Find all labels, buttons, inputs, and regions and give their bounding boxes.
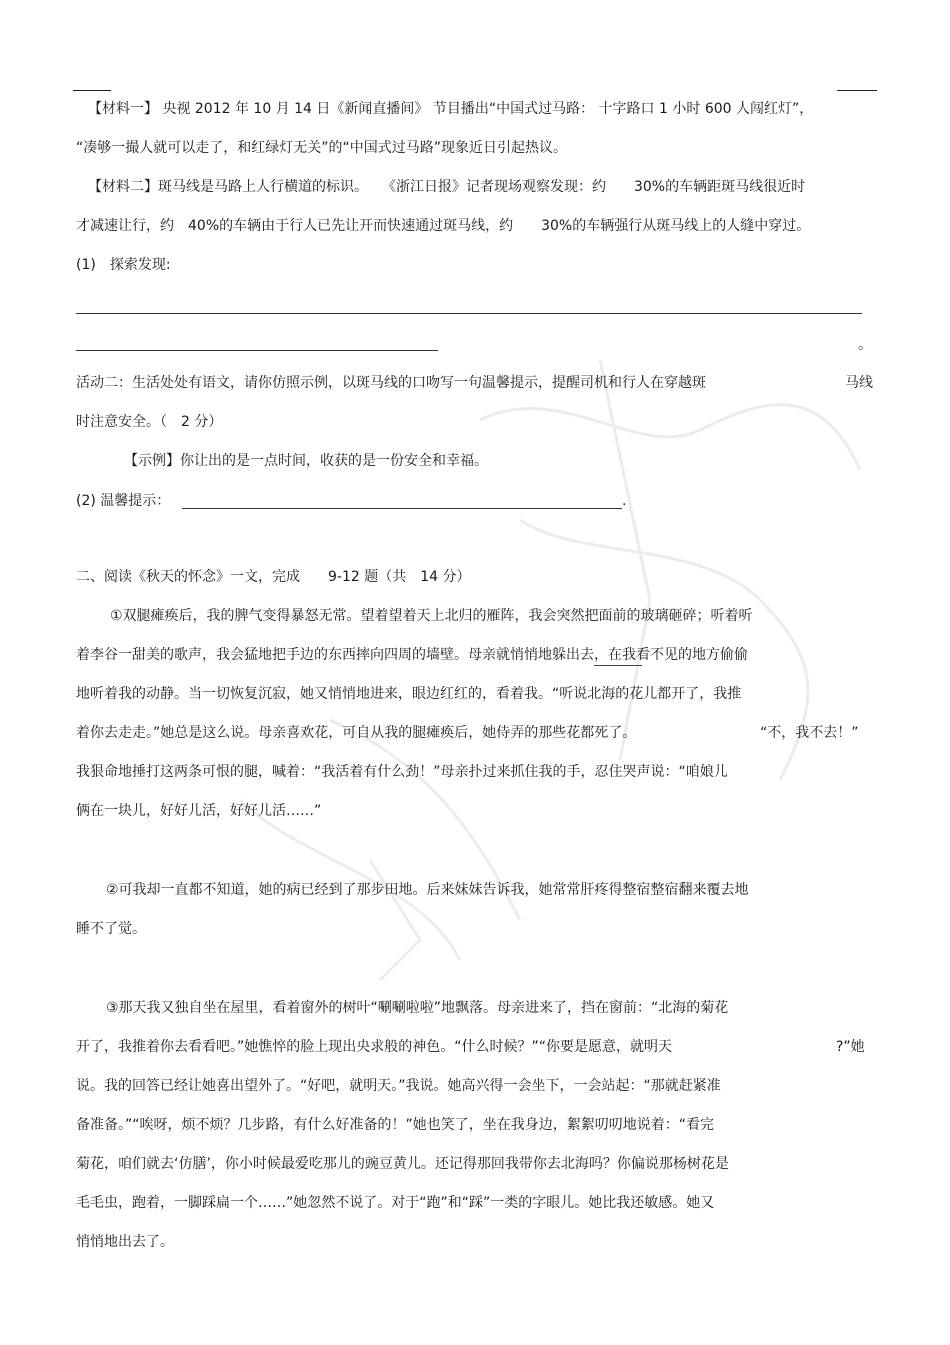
para1-line4: 着你去走走。”她总是这么说。母亲喜欢花，可自从我的腿瘫痪后，她侍弄的那些花都死了。 <box>76 725 637 741</box>
para3-line2: 开了，我推着你去看看吧。”她憔悴的脸上现出央求般的神色。“什么时候？”“你要是愿意，就明天 <box>76 1039 673 1055</box>
para3-line3: 说。我的回答已经让她喜出望外了。“好吧，就明天。”我说。她高兴得一会坐下，一会站起：“那就赶紧准 <box>76 1078 721 1094</box>
material1-line2: “凑够一撮人就可以走了，和红绿灯无关”的“中国式过马路”现象近日引起热议。 <box>76 140 568 156</box>
question1-end-mark: 。 <box>858 337 872 353</box>
material2-line1: 【材料二】斑马线是马路上人行横道的标识。 《浙江日报》记者现场观察发现：约 30%的车辆距斑马线很近时 <box>88 179 806 195</box>
para3-line1: ③那天我又独自坐在屋里，看着窗外的树叶“唰唰啦啦”地飘落。母亲进来了，挡在窗前：“北海的菊花 <box>106 1000 729 1016</box>
material1-line1: 【材料一】 央视 2012 年 10 月 14 日《新闻直播间》 节目播出“中国式过马路： 十字路口 1 小时 600 人闯红灯”， <box>88 101 814 117</box>
underline-mark <box>594 664 642 666</box>
material2-line2: 才减速让行，约 40%的车辆由于行人已先让开而快速通过斑马线，约 30%的车辆强行从斑马线上的人缝中穿过。 <box>76 218 811 234</box>
para1-line6: 俩在一块儿，好好儿活，好好儿活……” <box>76 803 322 819</box>
para1-line1: ①双腿瘫痪后，我的脾气变得暴怒无常。望着望着天上北归的雁阵，我会突然把面前的玻璃砸碎；听着听 <box>110 608 753 624</box>
para3-line4: 备准备。”“唉呀，烦不烦？几步路，有什么好准备的！”她也笑了，坐在我身边，絮絮叨叨地说着：“看完 <box>76 1117 715 1133</box>
question2-end-mark: . <box>622 493 627 509</box>
corner-mark-left <box>73 90 111 91</box>
answer-line-1b[interactable] <box>76 350 438 351</box>
question2-label: (2) 温馨提示： <box>76 493 171 509</box>
para3-line2-right: ?”她 <box>836 1039 865 1055</box>
para3-line7: 悄悄地出去了。 <box>76 1234 174 1250</box>
activity2-line2: 时注意安全。（ 2 分） <box>76 414 223 430</box>
activity2-line1: 活动二：生活处处有语文，请你仿照示例，以斑马线的口吻写一句温馨提示，提醒司机和行人在穿越斑 <box>76 375 706 391</box>
activity2-line1-right: 马线 <box>845 375 873 391</box>
answer-line-1a[interactable] <box>76 313 862 314</box>
para2-line1: ②可我却一直都不知道，她的病已经到了那步田地。后来妹妹告诉我，她常常肝疼得整宿整宿翻来覆去地 <box>106 882 749 898</box>
question1-label: (1) 探索发现: <box>76 257 171 273</box>
corner-mark-right <box>837 90 877 91</box>
para1-line4-right: “不，我不去！” <box>760 725 859 741</box>
para1-line2: 着李谷一甜美的歌声，我会猛地把手边的东西摔向四周的墙壁。母亲就悄悄地躲出去，在我看不见的地方偷偷 <box>76 647 748 663</box>
answer-line-2[interactable] <box>182 508 622 509</box>
section2-heading: 二、阅读《秋天的怀念》一文，完成 9-12 题（共 14 分） <box>76 569 471 585</box>
para1-line5: 我狠命地捶打这两条可恨的腿，喊着：“我活着有什么劲！”母亲扑过来抓住我的手，忍住哭声说：“咱娘儿 <box>76 764 728 780</box>
para3-line5: 菊花，咱们就去‘仿膳’，你小时候最爱吃那儿的豌豆黄儿。还记得那回我带你去北海吗？你偏说那杨树花是 <box>76 1156 729 1172</box>
para3-line6: 毛毛虫，跑着，一脚踩扁一个……”她忽然不说了。对于“跑”和“踩”一类的字眼儿。她比我还敏感。她又 <box>76 1195 715 1211</box>
para2-line2: 睡不了觉。 <box>76 921 146 937</box>
para1-line3: 地听着我的动静。当一切恢复沉寂，她又悄悄地进来，眼边红红的，看着我。“听说北海的花儿都开了，我推 <box>76 686 742 702</box>
activity2-example: 【示例】你让出的是一点时间，收获的是一份安全和幸福。 <box>124 453 488 469</box>
